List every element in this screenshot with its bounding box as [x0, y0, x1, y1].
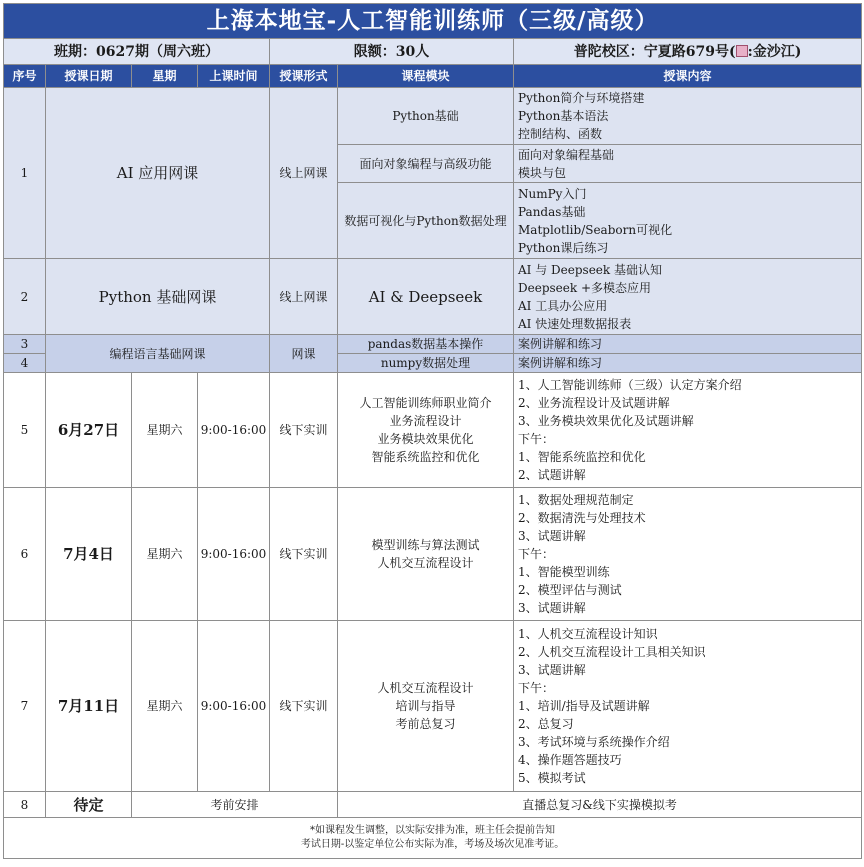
header-row: [4, 65, 862, 88]
exam-arrangement: 考前安排: [132, 792, 338, 818]
header-form: 授课形式: [270, 65, 338, 88]
course-content: 1、数据处理规范制定 2、数据清洗与处理技术 3、试题讲解 下午： 1、智能模型训练 2、模型评估与测试 3、试题讲解: [514, 488, 862, 621]
header-date: 授课日期: [46, 65, 132, 88]
course-time: 9:00-16:00: [198, 621, 270, 792]
teaching-form: 线下实训: [270, 373, 338, 488]
course-name: AI 应用网课: [46, 88, 270, 259]
course-content: 案例讲解和练习: [514, 354, 862, 373]
course-module: 模型训练与算法测试 人机交互流程设计: [338, 488, 514, 621]
course-time: 9:00-16:00: [198, 488, 270, 621]
course-content: 1、人工智能训练师（三级）认定方案介绍 2、业务流程设计及试题讲解 3、业务模块效果优化及试题讲解 下午： 1、智能系统监控和优化 2、试题讲解: [514, 373, 862, 488]
course-content: NumPy入门 Pandas基础 Matplotlib/Seaborn可视化 Python课后练习: [514, 183, 862, 259]
footnote: *如课程发生调整，以实际安排为准，班主任会提前告知 考试日期-以鉴定单位公布实际为准，考场及场次见准考证。: [4, 818, 862, 859]
course-time: 9:00-16:00: [198, 373, 270, 488]
header-no: 序号: [4, 65, 46, 88]
metro-line-13-icon: [736, 45, 748, 57]
page-title: 上海本地宝-人工智能训练师（三级/高级）: [4, 4, 862, 39]
course-module: Python基础: [338, 88, 514, 145]
header-content: 授课内容: [514, 65, 862, 88]
course-content: 直播总复习&线下实操模拟考: [338, 792, 862, 818]
course-content: 案例讲解和练习: [514, 335, 862, 354]
teaching-form: 线上网课: [270, 88, 338, 259]
course-date: 7月4日: [46, 488, 132, 621]
course-module: 数据可视化与Python数据处理: [338, 183, 514, 259]
course-content: Python简介与环境搭建 Python基本语法 控制结构、函数: [514, 88, 862, 145]
course-content: AI 与 Deepseek 基础认知 Deepseek +多模态应用 AI 工具办公应用 AI 快速处理数据报表: [514, 259, 862, 335]
schedule-table: [3, 3, 862, 859]
row-number: 4: [4, 354, 46, 373]
course-module: AI & Deepseek: [338, 259, 514, 335]
table-row: [4, 792, 862, 818]
course-name: Python 基础网课: [46, 259, 270, 335]
teaching-form: 网课: [270, 335, 338, 373]
row-number: 5: [4, 373, 46, 488]
table-row: [4, 488, 862, 621]
info-row: [4, 39, 862, 65]
course-content: 面向对象编程基础 模块与包: [514, 145, 862, 183]
table-row: [4, 621, 862, 792]
course-weekday: 星期六: [132, 488, 198, 621]
course-module: 人工智能训练师职业简介 业务流程设计 业务模块效果优化 智能系统监控和优化: [338, 373, 514, 488]
class-quota: 限额：30人: [270, 39, 514, 65]
row-number: 2: [4, 259, 46, 335]
row-number: 3: [4, 335, 46, 354]
course-date: 6月27日: [46, 373, 132, 488]
course-weekday: 星期六: [132, 621, 198, 792]
course-date: 待定: [46, 792, 132, 818]
header-weekday: 星期: [132, 65, 198, 88]
teaching-form: 线下实训: [270, 621, 338, 792]
teaching-form: 线上网课: [270, 259, 338, 335]
notes-row: [4, 818, 862, 859]
course-weekday: 星期六: [132, 373, 198, 488]
header-time: 上课时间: [198, 65, 270, 88]
course-module: numpy数据处理: [338, 354, 514, 373]
row-number: 7: [4, 621, 46, 792]
header-module: 课程模块: [338, 65, 514, 88]
table-row: [4, 335, 862, 354]
row-number: 8: [4, 792, 46, 818]
course-content: 1、人机交互流程设计知识 2、人机交互流程设计工具相关知识 3、试题讲解 下午： 1、培训/指导及试题讲解 2、总复习 3、考试环境与系统操作介绍 4、操作题答题技巧 5、模拟考试: [514, 621, 862, 792]
campus-address: [514, 39, 862, 65]
course-module: 人机交互流程设计 培训与指导 考前总复习: [338, 621, 514, 792]
campus-tail: :金沙江): [747, 43, 802, 60]
title-row: [4, 4, 862, 39]
table-row: [4, 88, 862, 145]
table-row: [4, 373, 862, 488]
campus-text: 普陀校区：宁夏路679号(: [573, 43, 736, 60]
teaching-form: 线下实训: [270, 488, 338, 621]
row-number: 6: [4, 488, 46, 621]
row-number: 1: [4, 88, 46, 259]
course-date: 7月11日: [46, 621, 132, 792]
class-period: 班期：0627期（周六班）: [4, 39, 270, 65]
table-row: [4, 259, 862, 335]
course-name: 编程语言基础网课: [46, 335, 270, 373]
course-module: pandas数据基本操作: [338, 335, 514, 354]
course-module: 面向对象编程与高级功能: [338, 145, 514, 183]
